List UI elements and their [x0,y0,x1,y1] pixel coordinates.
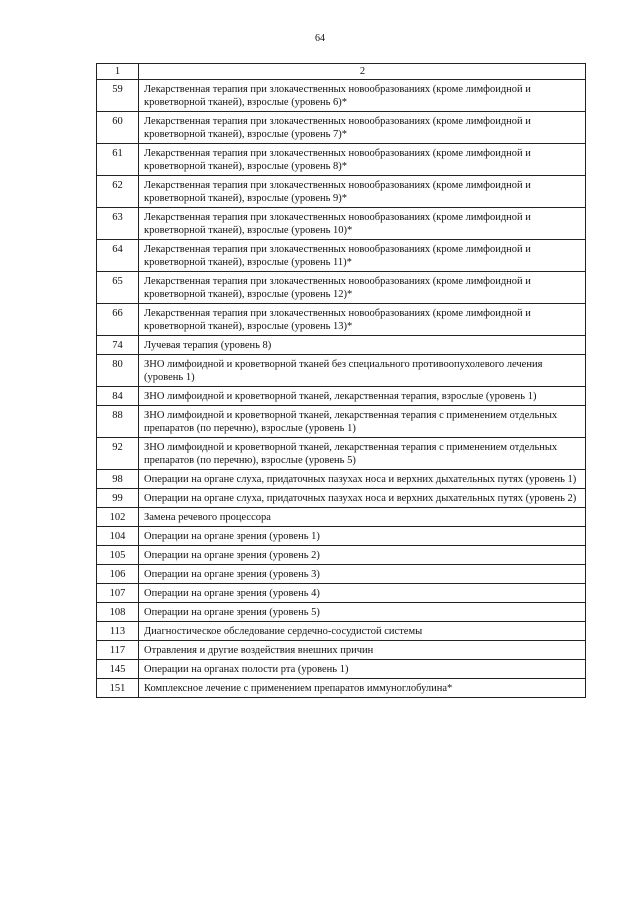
row-number: 92 [97,438,139,470]
table-row [97,679,586,698]
table-row [97,176,586,208]
table-row [97,406,586,438]
table-body [97,64,586,698]
table-row [97,208,586,240]
table-row [97,508,586,527]
table-header-row [97,64,586,80]
row-number: 145 [97,660,139,679]
row-description: Операции на органе зрения (уровень 4) [139,584,586,603]
page-number: 64 [315,33,325,44]
row-description: Отравления и другие воздействия внешних причин [139,641,586,660]
table-row [97,240,586,272]
row-description: Операции на органах полости рта (уровень 1) [139,660,586,679]
row-description: Комплексное лечение с применением препаратов иммуноглобулина* [139,679,586,698]
row-number: 63 [97,208,139,240]
table-row [97,336,586,355]
table-row [97,565,586,584]
row-number: 88 [97,406,139,438]
row-description: ЗНО лимфоидной и кроветворной тканей, лекарственная терапия с применением отдельных препаратов (по перечню), взрослые (уровень 5) [139,438,586,470]
row-description: Лекарственная терапия при злокачественных новообразованиях (кроме лимфоидной и кроветворной тканей), взрослые (уровень 10)* [139,208,586,240]
row-description: Лекарственная терапия при злокачественных новообразованиях (кроме лимфоидной и кроветворной тканей), взрослые (уровень 6)* [139,80,586,112]
row-number: 151 [97,679,139,698]
row-description: Лекарственная терапия при злокачественных новообразованиях (кроме лимфоидной и кроветворной тканей), взрослые (уровень 12)* [139,272,586,304]
row-description: Лекарственная терапия при злокачественных новообразованиях (кроме лимфоидной и кроветворной тканей), взрослые (уровень 7)* [139,112,586,144]
table-row [97,387,586,406]
row-number: 107 [97,584,139,603]
table-row [97,660,586,679]
row-number: 117 [97,641,139,660]
table-row [97,304,586,336]
row-description: ЗНО лимфоидной и кроветворной тканей, лекарственная терапия с применением отдельных препаратов (по перечню), взрослые (уровень 1) [139,406,586,438]
row-description: Операции на органе зрения (уровень 5) [139,603,586,622]
table-row [97,527,586,546]
row-description: Операции на органе зрения (уровень 2) [139,546,586,565]
column-header-number: 1 [97,64,139,80]
row-description: Лекарственная терапия при злокачественных новообразованиях (кроме лимфоидной и кроветворной тканей), взрослые (уровень 13)* [139,304,586,336]
table-row [97,80,586,112]
table-row [97,603,586,622]
row-number: 61 [97,144,139,176]
row-number: 104 [97,527,139,546]
table-row [97,584,586,603]
row-number: 108 [97,603,139,622]
row-description: Операции на органе слуха, придаточных пазухах носа и верхних дыхательных путях (уровень 2) [139,489,586,508]
row-number: 62 [97,176,139,208]
table-row [97,546,586,565]
table-row [97,470,586,489]
row-number: 60 [97,112,139,144]
row-number: 65 [97,272,139,304]
row-description: Операции на органе зрения (уровень 1) [139,527,586,546]
column-header-description: 2 [139,64,586,80]
table-row [97,144,586,176]
table-row [97,112,586,144]
row-number: 80 [97,355,139,387]
document-table [96,63,586,698]
row-number: 106 [97,565,139,584]
row-description: Операции на органе зрения (уровень 3) [139,565,586,584]
row-description: Лекарственная терапия при злокачественных новообразованиях (кроме лимфоидной и кроветворной тканей), взрослые (уровень 8)* [139,144,586,176]
row-description: Лекарственная терапия при злокачественных новообразованиях (кроме лимфоидной и кроветворной тканей), взрослые (уровень 11)* [139,240,586,272]
table-row [97,438,586,470]
table-row [97,489,586,508]
table-row [97,272,586,304]
row-number: 98 [97,470,139,489]
row-description: Лекарственная терапия при злокачественных новообразованиях (кроме лимфоидной и кроветворной тканей), взрослые (уровень 9)* [139,176,586,208]
row-number: 74 [97,336,139,355]
row-number: 113 [97,622,139,641]
row-description: Лучевая терапия (уровень 8) [139,336,586,355]
row-description: Диагностическое обследование сердечно-сосудистой системы [139,622,586,641]
row-description: Замена речевого процессора [139,508,586,527]
table-row [97,355,586,387]
row-description: ЗНО лимфоидной и кроветворной тканей, лекарственная терапия, взрослые (уровень 1) [139,387,586,406]
table-row [97,622,586,641]
row-number: 59 [97,80,139,112]
row-number: 64 [97,240,139,272]
row-number: 105 [97,546,139,565]
table-row [97,641,586,660]
row-number: 99 [97,489,139,508]
row-number: 84 [97,387,139,406]
row-number: 66 [97,304,139,336]
row-description: Операции на органе слуха, придаточных пазухах носа и верхних дыхательных путях (уровень 1) [139,470,586,489]
row-description: ЗНО лимфоидной и кроветворной тканей без специального противоопухолевого лечения (уровень 1) [139,355,586,387]
row-number: 102 [97,508,139,527]
